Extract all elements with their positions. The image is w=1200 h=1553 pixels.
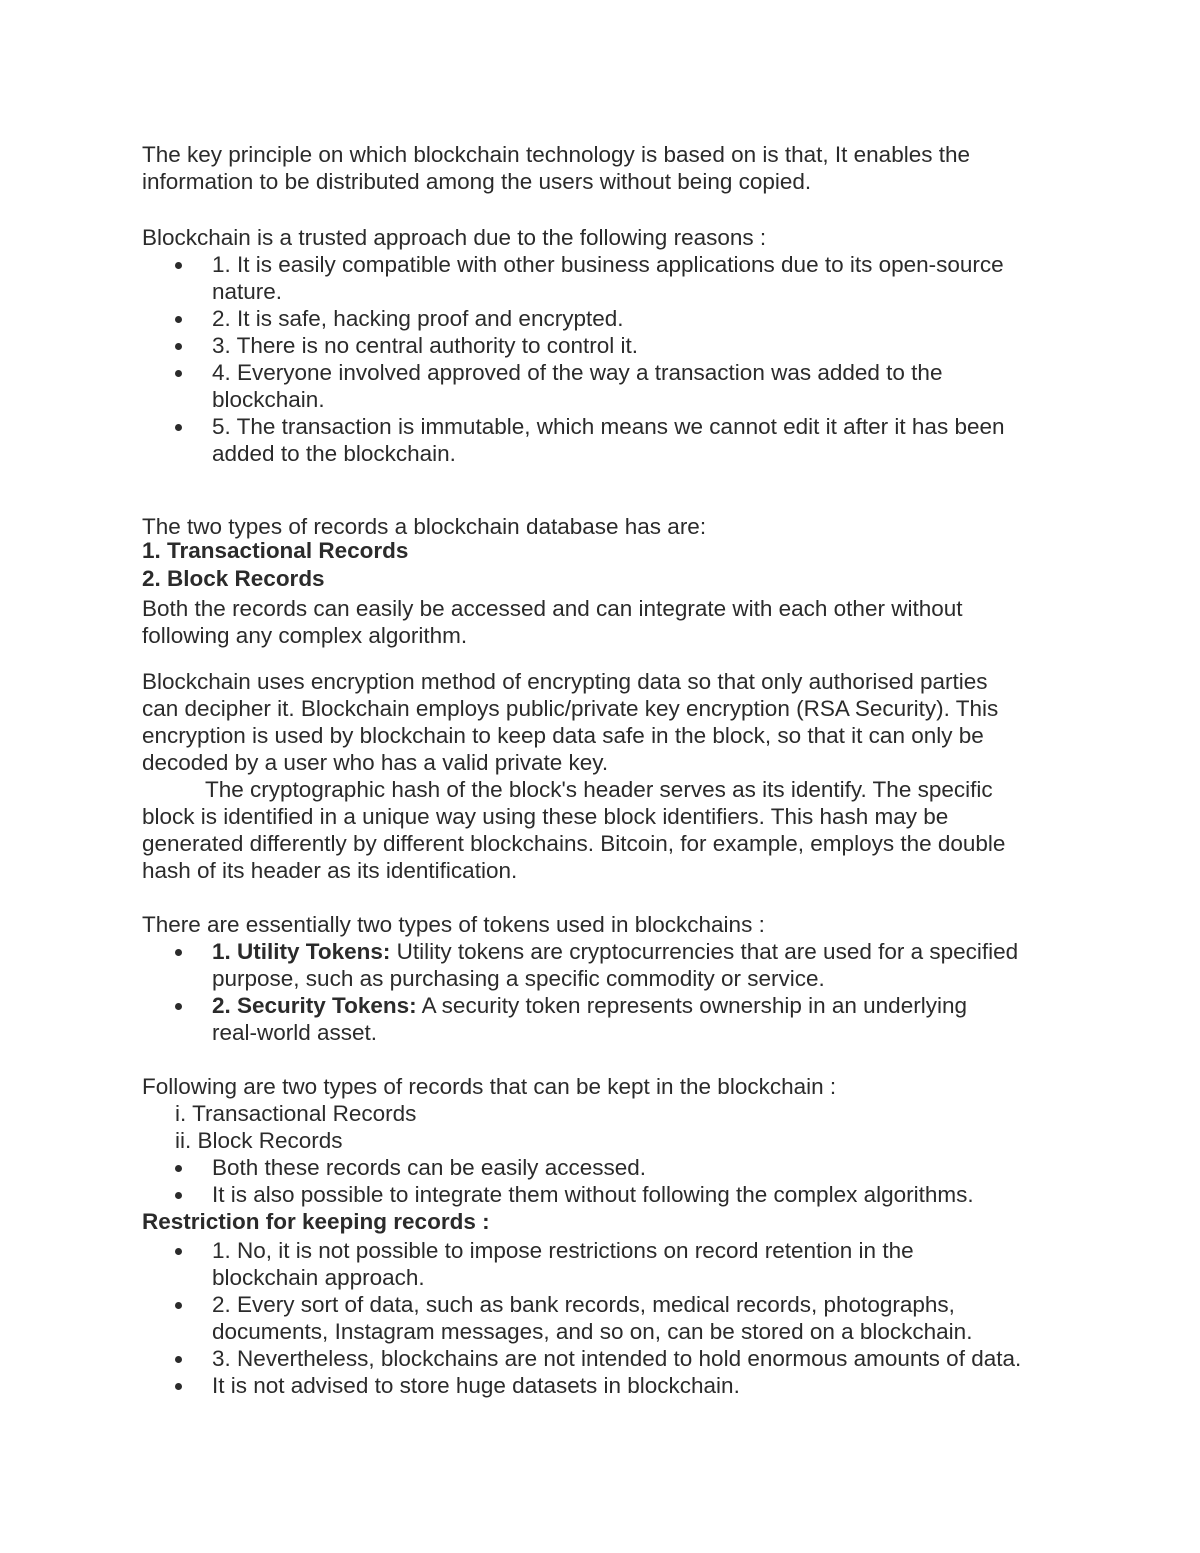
hash-paragraph-line: generated differently by different blockchains. Bitcoin, for example, employs the double [142,831,1006,856]
kept-roman-item: i. Transactional Records [175,1101,417,1126]
list-item-continuation: documents, Instagram messages, and so on, can be stored on a blockchain. [212,1319,973,1344]
encryption-paragraph-line: encryption is used by blockchain to keep data safe in the block, so that it can only be [142,723,984,748]
bullet-icon [175,1356,182,1363]
list-item: It is also possible to integrate them without following the complex algorithms. [212,1182,974,1207]
restriction-heading: Restriction for keeping records : [142,1209,490,1234]
records-item-block: 2. Block Records [142,566,325,591]
token-item-utility [212,938,1018,965]
hash-paragraph-line: block is identified in a unique way using these block identifiers. This hash may be [142,804,949,829]
hash-paragraph-line: hash of its header as its identification. [142,858,518,883]
token-description: Utility tokens are cryptocurrencies that are used for a specified [390,939,1019,964]
list-item-continuation: blockchain. [212,387,325,412]
list-item: 4. Everyone involved approved of the way a transaction was added to the [212,360,943,385]
list-item: It is not advised to store huge datasets in blockchain. [212,1373,740,1398]
bullet-icon [175,1383,182,1390]
list-item: 5. The transaction is immutable, which means we cannot edit it after it has been [212,414,1005,439]
encryption-paragraph-line: can decipher it. Blockchain employs public/private key encryption (RSA Security). This [142,696,999,721]
list-item: 1. It is easily compatible with other business applications due to its open-source [212,252,1004,277]
records-heading: The two types of records a blockchain database has are: [142,514,707,539]
encryption-paragraph-line: decoded by a user who has a valid private key. [142,750,609,775]
bullet-icon [175,424,182,431]
bullet-icon [175,1003,182,1010]
records-item-transactional: 1. Transactional Records [142,538,409,563]
token-label: 2. Security Tokens: [212,993,417,1018]
list-item: 2. It is safe, hacking proof and encrypted. [212,306,624,331]
list-item-continuation: purpose, such as purchasing a specific commodity or service. [212,966,825,991]
encryption-paragraph-line: Blockchain uses encryption method of encrypting data so that only authorised parties [142,669,988,694]
list-item: Both these records can be easily accessed. [212,1155,646,1180]
records-body: Both the records can easily be accessed and can integrate with each other without [142,596,963,621]
token-label: 1. Utility Tokens: [212,939,391,964]
trusted-heading: Blockchain is a trusted approach due to the following reasons : [142,225,767,250]
bullet-icon [175,262,182,269]
token-item-security [212,992,967,1019]
bullet-icon [175,343,182,350]
list-item: 3. Nevertheless, blockchains are not intended to hold enormous amounts of data. [212,1346,1022,1371]
bullet-icon [175,1192,182,1199]
intro-line: The key principle on which blockchain technology is based on is that, It enables the [142,142,970,167]
hash-paragraph-line: The cryptographic hash of the block's header serves as its identify. The specific [205,777,993,802]
list-item: 3. There is no central authority to control it. [212,333,639,358]
list-item: 1. No, it is not possible to impose restrictions on record retention in the [212,1238,914,1263]
bullet-icon [175,1302,182,1309]
list-item-continuation: blockchain approach. [212,1265,425,1290]
records-body: following any complex algorithm. [142,623,468,648]
list-item: 2. Every sort of data, such as bank records, medical records, photographs, [212,1292,955,1317]
list-item-continuation: added to the blockchain. [212,441,456,466]
bullet-icon [175,1248,182,1255]
intro-line: information to be distributed among the users without being copied. [142,169,812,194]
bullet-icon [175,316,182,323]
list-item-continuation: nature. [212,279,283,304]
bullet-icon [175,949,182,956]
bullet-icon [175,370,182,377]
tokens-heading: There are essentially two types of tokens used in blockchains : [142,912,765,937]
kept-roman-item: ii. Block Records [175,1128,343,1153]
list-item-continuation: real-world asset. [212,1020,378,1045]
token-description: A security token represents ownership in an underlying [416,993,967,1018]
bullet-icon [175,1165,182,1172]
kept-heading: Following are two types of records that can be kept in the blockchain : [142,1074,837,1099]
